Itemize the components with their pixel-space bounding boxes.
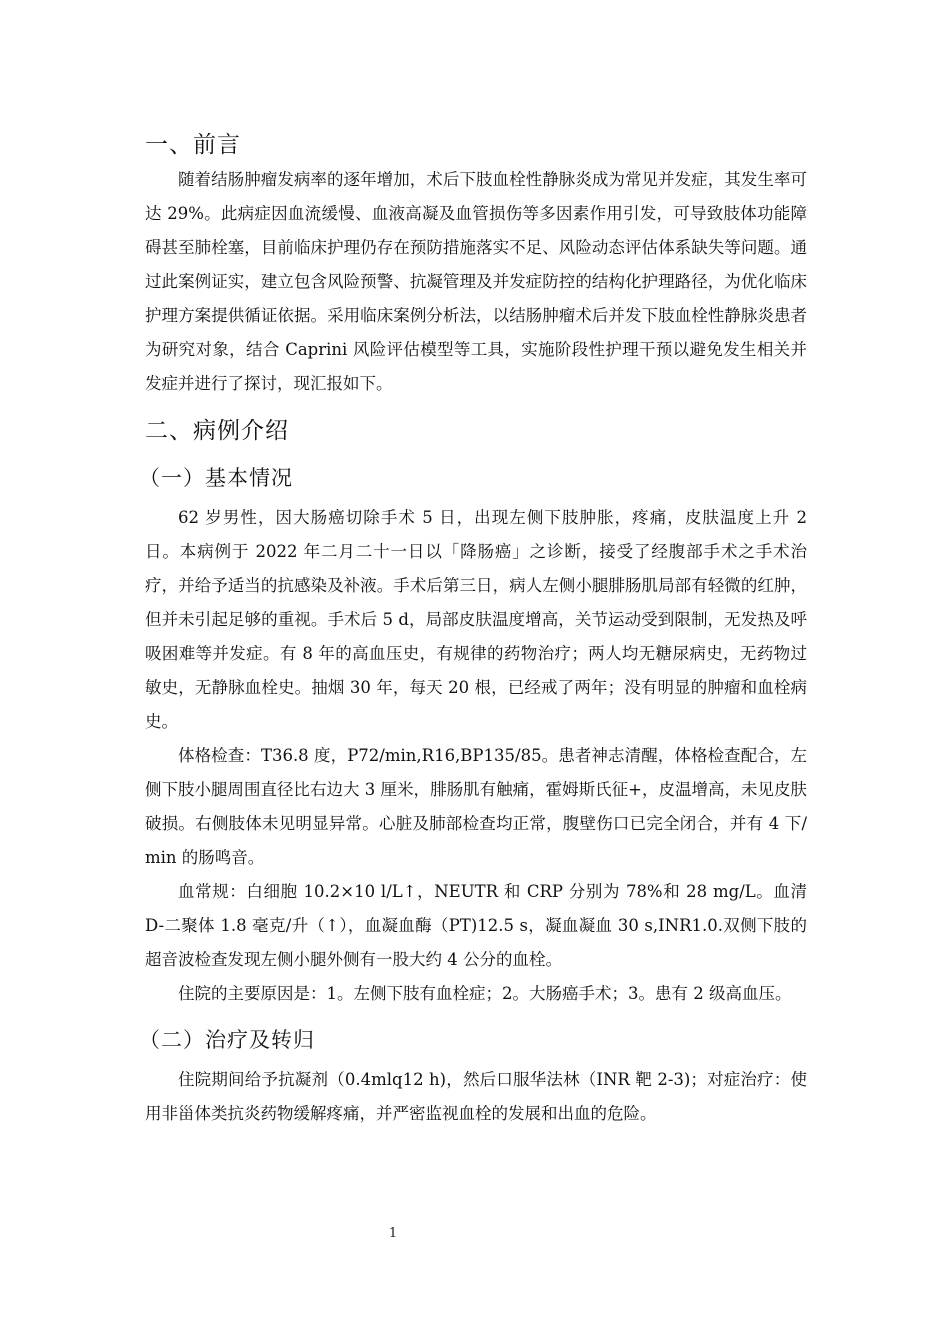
- basic-info-paragraph-4: 住院的主要原因是：1。左侧下肢有血栓症；2。大肠癌手术；3。患有 2 级高血压。: [178, 984, 792, 1003]
- basic-info-paragraph-2: 体格检查：T36.8 度，P72/min,R16,BP135/85。患者神志清醒，体格检查配合，左侧下肢小腿周围直径比右边大 3 厘米，腓肠肌有触痛，霍姆斯氏征+，皮温增高，未见皮肤破损。右侧肢体未见明显异常。心脏及肺部检查均正常，腹壁伤口已完全闭合，并有 4 下/min 的肠鸣音。: [145, 746, 807, 867]
- section-heading-preface: 一、前言: [145, 132, 241, 158]
- section-heading-case: 二、病例介绍: [145, 418, 289, 444]
- basic-info-paragraph-3: 血常规：白细胞 10.2×10 l/L↑，NEUTR 和 CRP 分别为 78%和 28 mg/L。血清 D-二聚体 1.8 毫克/升（↑），血凝血酶（PT)12.5 s，凝血凝血 30 s,INR1.0.双侧下肢的超音波检查发现左侧小腿外侧有一股大约 4 公分的血栓。: [145, 882, 807, 969]
- basic-info-paragraph-1: 62 岁男性，因大肠癌切除手术 5 日，出现左侧下肢肿胀，疼痛，皮肤温度上升 2 日。本病例于 2022 年二月二十一日以「降肠癌」之诊断，接受了经腹部手术之手术治疗，并给予适当的抗感染及补液。手术后第三日，病人左侧小腿腓肠肌局部有轻微的红肿，但并未引起足够的重视。手术后 5 d，局部皮肤温度增高，关节运动受到限制，无发热及呼吸困难等并发症。有 8 年的高血压史，有规律的药物治疗；两人均无糖尿病史，无药物过敏史，无静脉血栓史。抽烟 30 年，每天 20 根，已经戒了两年；没有明显的肿瘤和血栓病史。: [145, 508, 807, 731]
- subsection-heading-treatment: （二）治疗及转归: [139, 1028, 315, 1052]
- subsection-heading-basic-info: （一）基本情况: [139, 466, 293, 490]
- page-number: 1: [388, 1226, 398, 1241]
- document-body: [139, 127, 807, 1131]
- preface-paragraph: 随着结肠肿瘤发病率的逐年增加，术后下肢血栓性静脉炎成为常见并发症，其发生率可达 29%。此病症因血流缓慢、血液高凝及血管损伤等多因素作用引发，可导致肢体功能障碍甚至肺栓塞，目前临床护理仍存在预防措施落实不足、风险动态评估体系缺失等问题。通过此案例证实，建立包含风险预警、抗凝管理及并发症防控的结构化护理路径，为优化临床护理方案提供循证依据。采用临床案例分析法，以结肠肿瘤术后并发下肢血栓性静脉炎患者为研究对象，结合 Caprini 风险评估模型等工具，实施阶段性护理干预以避免发生相关并发症并进行了探讨，现汇报如下。: [145, 170, 807, 393]
- treatment-paragraph: 住院期间给予抗凝剂（0.4mlq12 h)，然后口服华法林（INR 靶 2-3)；对症治疗：使用非甾体类抗炎药物缓解疼痛，并严密监视血栓的发展和出血的危险。: [145, 1070, 807, 1123]
